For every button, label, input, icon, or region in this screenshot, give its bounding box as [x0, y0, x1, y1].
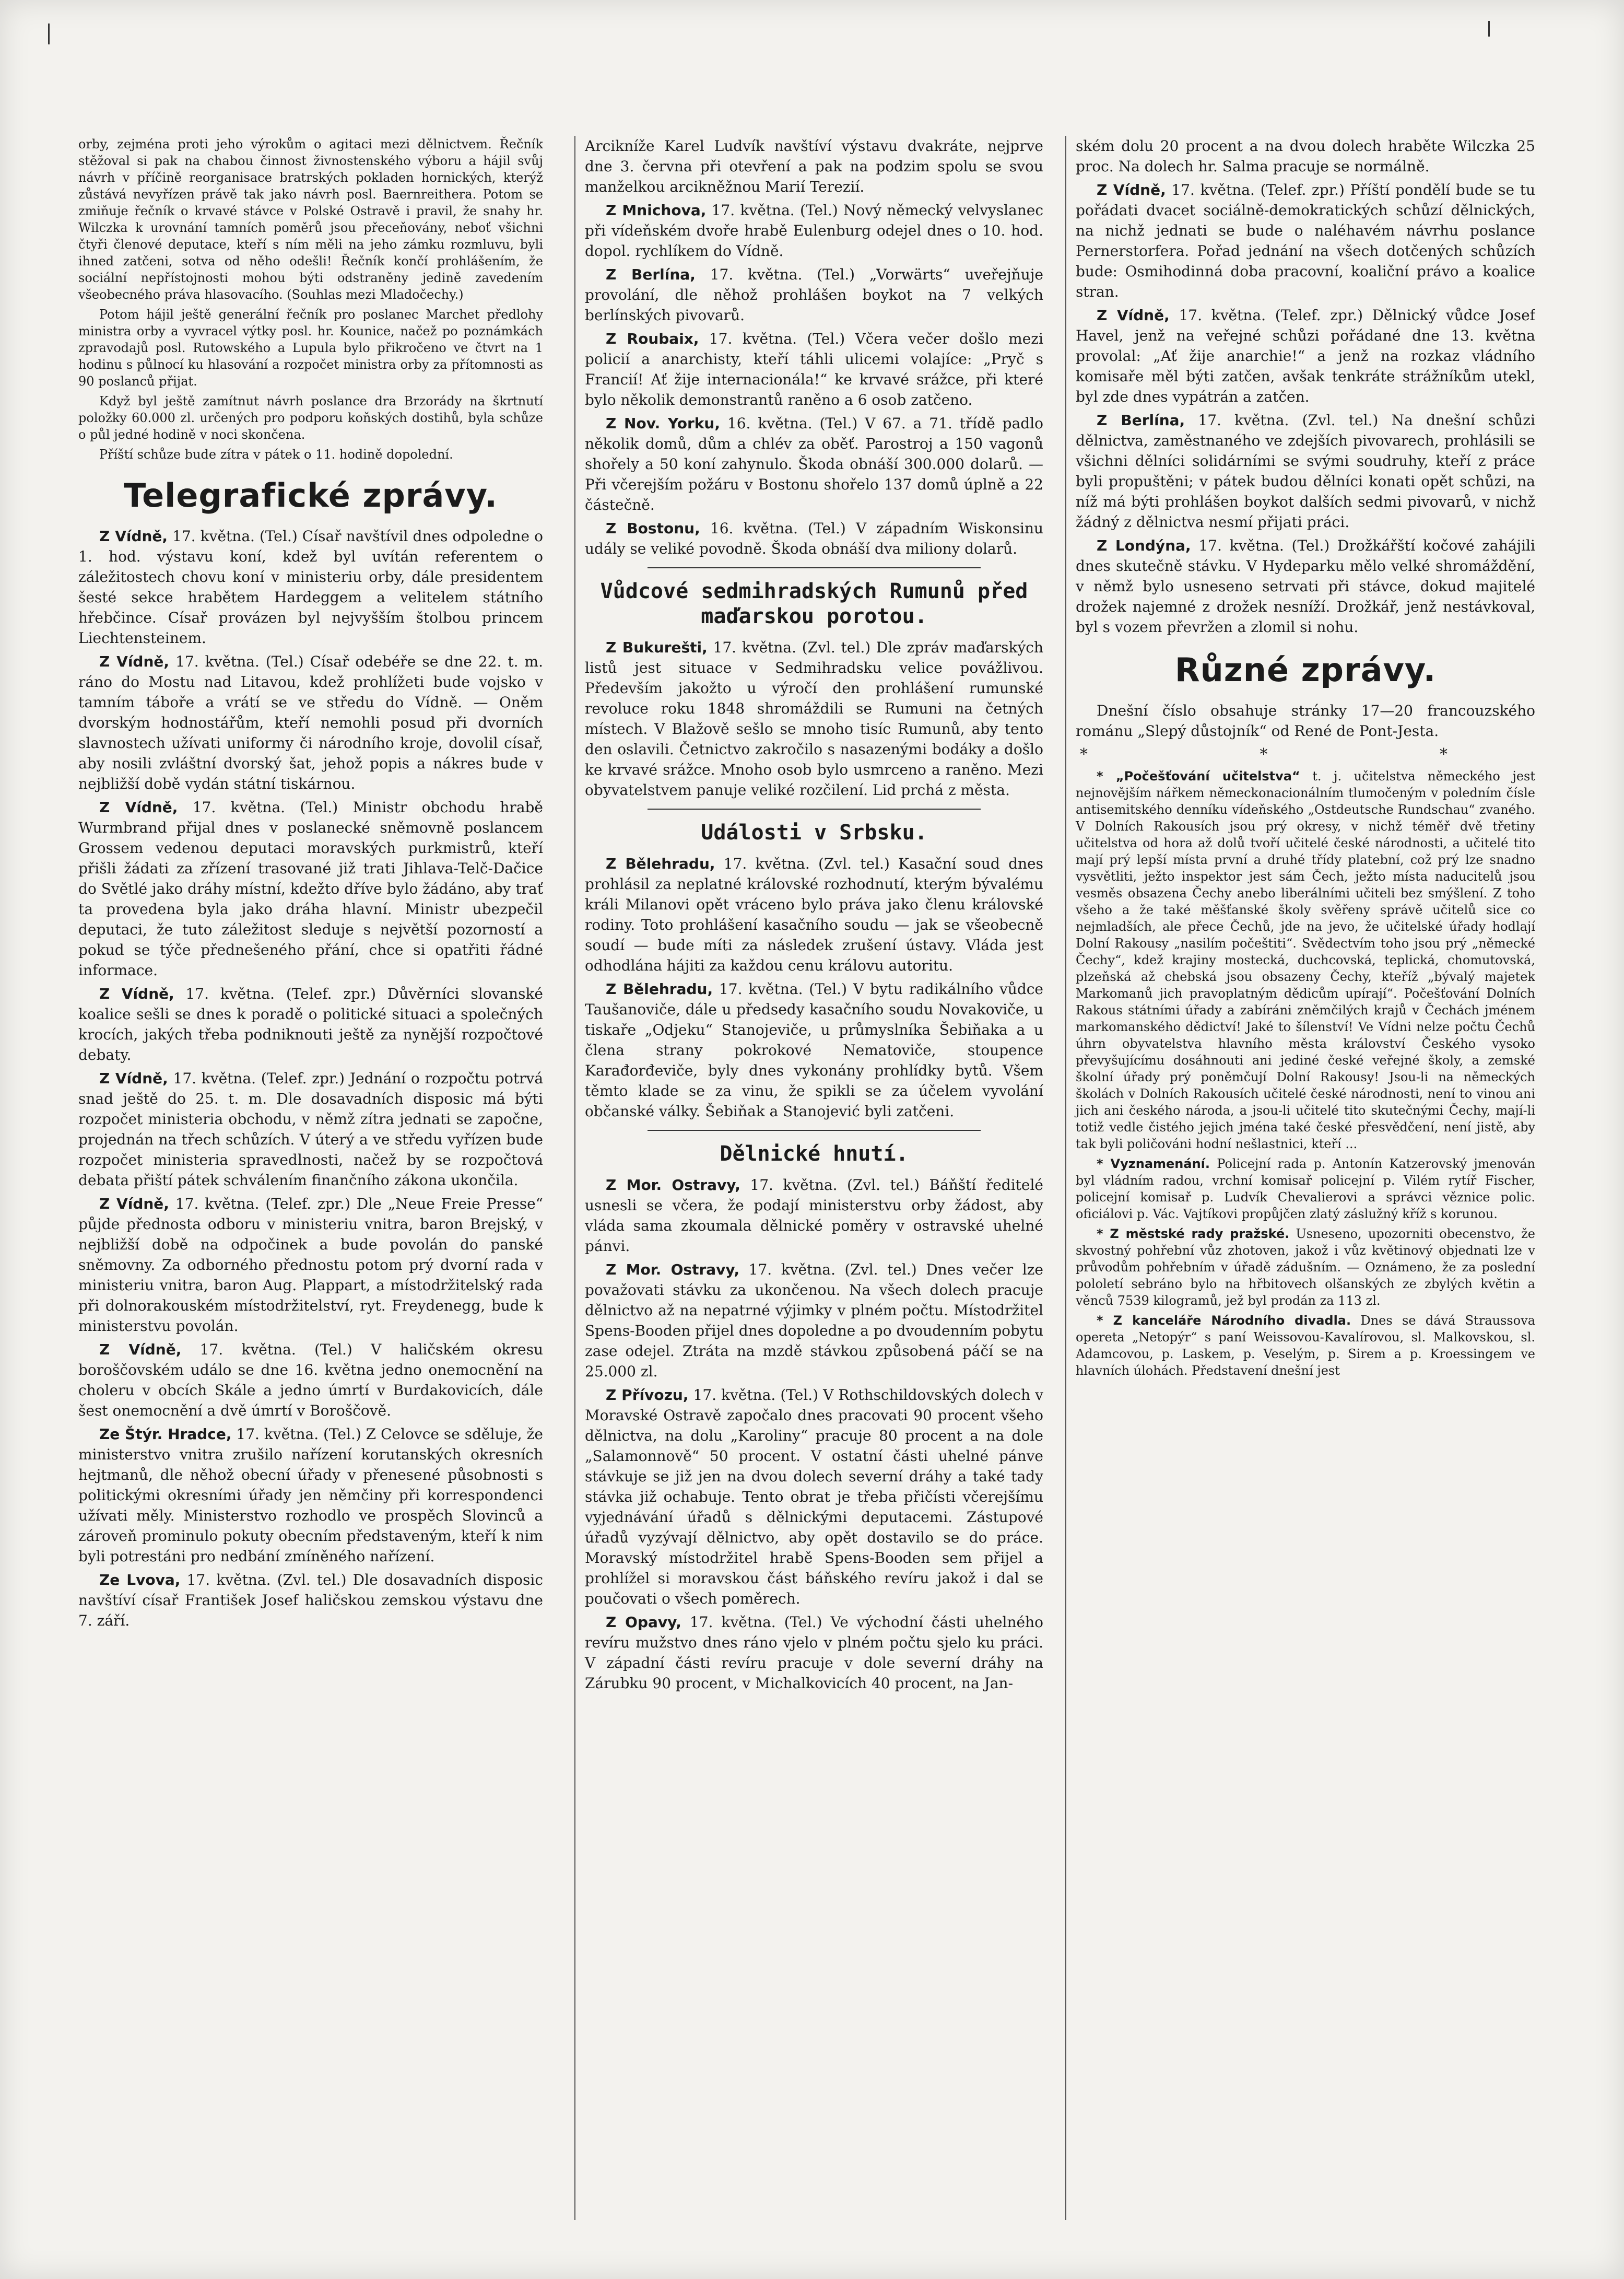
separator-stars: * * *	[1079, 745, 1532, 764]
dateline: Z Londýna,	[1097, 537, 1191, 554]
dateline: Z Berlína,	[1097, 412, 1185, 429]
dateline: Ze Štýr. Hradce,	[99, 1425, 232, 1443]
item-text: Policejní rada p. Antonín Katzerovský jmenován byl vládním radou, vrchní komisař policejní p. Vilém rytíř Fischer, policejní komisař p. Ludvík Chevalierovi a správci věznice polic. oficiálovi p. Vác. Vajtíkovi propůjčen zlatý záslužný kříž s korunou.	[1076, 1156, 1535, 1221]
dateline: * Z městské rady pražské.	[1097, 1226, 1290, 1241]
dateline: Z Mor. Ostravy,	[606, 1176, 740, 1194]
dateline: Z Bělehradu,	[606, 855, 715, 872]
paragraph: Příští schůze bude zítra v pátek o 11. hodině dopolední.	[99, 447, 453, 462]
news-item	[585, 413, 1043, 515]
news-item	[78, 651, 543, 794]
item-text: 17. května. (Zvl. tel.) Dle zpráv maďarských listů jest situace v Sedmihradsku velice povážlivou. Především jakožto u výročí den prohlášení rumunské revoluce roku 1848 shromáždili se Rumuni na četných místech. V Blažově sešlo se mnoho tisíc Rumunů, aby tento den oslavili. Četnictvo zakročilo s nasazenými bodáky a došlo ke krvavé srážce. Mnoho osob bylo usmrceno a raněno. Mezi obyvatelstvem panuje veliké rozčilení. Lid prchá z města.	[585, 639, 1043, 799]
dateline: Z Mnichova,	[606, 202, 707, 219]
item-text: 17. května. (Telef. zpr.) Dle „Neue Freie Presse“ půjde přednosta odboru v ministeriu vnitra, baron Brejský, v nejbližší době na odpočinek a bude povolán do panské sněmovny. Za odborného přednostu potom prý dvorní rada v ministeriu vnitra, baron Aug. Plappart, a místodržitelský rada při dolnorakouském místodržitelství, ryt. Freydenegg, bude k ministerstvu povolán.	[78, 1195, 543, 1335]
dateline: * Z kanceláře Národního divadla.	[1097, 1313, 1351, 1328]
item-text: 17. května. (Telef. zpr.) Příští pondělí bude se tu pořádati dvacet sociálně-demokratických schůzí dělnických, na nichž jednati se bude o naléhavém návrhu poslance Pernerstorfera. Pořad jednání na všech dotčených schůzích bude: Osmihodinná doba pracovní, koaliční právo a koalice stran.	[1076, 181, 1535, 300]
intro-paragraph: Dnešní číslo obsahuje stránky 17—20 francouzského románu „Slepý důstojník“ od René de Pont-Jesta.	[1076, 702, 1535, 740]
news-item	[585, 979, 1043, 1121]
item-text: 17. května. (Tel.) V bytu radikálního vůdce Taušanoviče, dále u předsedy kasačního soudu Novakoviče, u tiskaře „Odjeku“ Stanojeviče, u průmyslníka Šebiňaka a u člena strany pokrokové Nematoviče, stoupence Karađorđeviče, byly dnes vykonány prohlídky bytů. Všem těmto klade se za vinu, že spikli se za účelem vyvolání občanské války. Šebiňak a Stanojević byli zatčeni.	[585, 980, 1043, 1120]
news-item	[78, 1424, 543, 1567]
dateline: Z Vídně,	[1097, 181, 1166, 198]
news-item	[585, 136, 1043, 197]
dateline: Z Mor. Ostravy,	[606, 1261, 740, 1278]
news-item	[78, 797, 543, 980]
item-text: Dnes se dává Straussova opereta „Netopýr“ s paní Weissovou-Kavalírovou, sl. Malkovskou, sl. Adamcovou, p. Laskem, p. Veselým, p. Sirem a p. Kroessingem ve hlavních úlohách. Představení dnešní jest	[1076, 1313, 1535, 1378]
item-text: 17. května. (Tel.) Císař navštívil dnes odpoledne o 1. hod. výstavu koní, kdež byl uvítán referentem o záležitostech chovu koní v ministeriu orby, dále presidentem šesté sekce hrabětem Hardeggem a velitelem státního hřebčince. Císař provázen byl nejvyšším štolbou princem Liechtensteinem.	[78, 528, 543, 647]
divider	[648, 1130, 981, 1131]
item-text: 17. května. (Zvl. tel.) Na dnešní schůzi dělnictva, zaměstnaného ve zdejších pivovarech, prohlásili se všichni dělníci solidárními se svými soudruhy, kteří z práce byli propuštěni; v pátek budou dělníci konati opět schůzi, na níž má býti prohlášen boykot dalších sedmi pivovarů, v nichž žádný z dělnictva nesmí přijati práci.	[1076, 412, 1535, 531]
item-text: 17. května. (Tel.) V Rothschildovských dolech v Moravské Ostravě započalo dnes pracovati 90 procent všeho dělnictva, na dolu „Karoliny“ pracuje 80 procent a na dole „Salamonnově“ 50 procent. V ostatní části uhelné pánve stávkuje se již jen na dvou dolech severní dráhy a také tady stávka již ochabuje. Tento obrat je třeba přičísti včerejšímu vyjednávání úřadů s dělnickými deputacemi. Zástupové úřadů vyzývají dělnictvo, aby opět dostavilo se do práce. Moravský místodržitel hrabě Spens-Booden sem přijel a prohlížel si moravskou část báňského revíru jakož i dal se poučovati o všech poměrech.	[585, 1386, 1043, 1607]
telegram-list	[1076, 136, 1535, 637]
dateline: Ze Lvova,	[99, 1571, 181, 1588]
dateline: Z Vídně,	[99, 528, 168, 545]
item-text: 17. května. (Tel.) Nový německý velvyslanec při vídeňském dvoře hrabě Eulenburg odejel dnes o 10. hod. dopol. rychlíkem do Vídně.	[585, 202, 1043, 260]
dateline: Z Přívozu,	[606, 1386, 689, 1404]
news-item	[585, 329, 1043, 410]
divider	[648, 809, 981, 810]
item-text: 17. května. (Tel.) V haličském okresu boroščovském událo se dne 16. května jedno onemocnění na choleru v obcích Skále a jedno úmrtí v Burdakovicích, dále šest onemocnění a dvě úmrtí v Boroščově.	[78, 1341, 543, 1419]
telegram-list	[585, 136, 1043, 559]
news-item	[585, 1385, 1043, 1609]
item-text: 17. května. (Zvl. tel.) Kasační soud dnes prohlásil za neplatné královské rozhodnutí, kterým bývalému králi Milanovi opět vráceno bylo práva jako členu královské rodiny. Toto prohlášení kasačního soudu — jak se všeobecně soudí — bude míti za následek zrušení ústavy. Vláda jest odhodlána hájiti za každou cenu královu autoritu.	[585, 855, 1043, 974]
item-text: 16. května. (Tel.) V 67. a 71. třídě padlo několik domů, dům a chlév za oběť. Parostroj a 150 vagonů shořely a 50 koní zahynulo. Škoda obnáší 300.000 dolarů. — Při včerejším požáru v Bostonu shořelo 137 domů úplně a 22 částečně.	[585, 415, 1043, 513]
item-text: Arcikníže Karel Ludvík navštíví výstavu dvakráte, nejprve dne 3. června při otevření a pak na podzim spolu se svou manželkou arcikněžnou Marií Terezií.	[585, 137, 1043, 195]
column-1	[78, 136, 543, 2220]
dateline: Z Opavy,	[606, 1614, 681, 1631]
news-item	[585, 264, 1043, 325]
news-item	[585, 854, 1043, 976]
column-2	[574, 136, 1043, 2220]
column-3	[1065, 136, 1535, 2220]
news-item	[78, 984, 543, 1065]
news-item	[585, 518, 1043, 559]
dateline: Z Nov. Yorku,	[606, 415, 721, 432]
item-text: 17. května. (Zvl. tel.) Dle dosavadních disposic navštíví císař František Josef haličskou zemskou výstavu dne 7. září.	[78, 1571, 543, 1629]
news-item	[1076, 768, 1535, 1152]
news-item	[1076, 410, 1535, 532]
item-text: 17. května. (Tel.) „Vorwärts“ uveřejňuje provolání, dle něhož prohlášen boykot na 7 velkých berlínských pivovarů.	[585, 266, 1043, 324]
dateline: Z Vídně,	[99, 985, 174, 1002]
news-item	[1076, 535, 1535, 637]
headline-delnicke-hnuti: Dělnické hnutí.	[720, 1142, 909, 1166]
section-title-ruzne: Různé zprávy.	[1174, 651, 1437, 689]
item-text: ském dolu 20 procent a na dvou dolech hraběte Wilczka 25 proc. Na dolech hr. Salma pracuje se normálně.	[1076, 137, 1535, 175]
dateline: Z Vídně,	[99, 653, 170, 670]
headline-rumuni: Vůdcové sedmihradských Rumunů před maďarskou porotou.	[600, 579, 1028, 628]
news-item	[585, 1175, 1043, 1256]
dateline: Z Vídně,	[1097, 307, 1170, 324]
news-item	[1076, 1225, 1535, 1309]
item-text: 17. května. (Zvl. tel.) Báňští ředitelé usnesli se včera, že podají ministerstvu orby žádost, aby vláda sama zkoumala dělnické poměry v ostravské uhelné pánvi.	[585, 1176, 1043, 1255]
dateline: Z Berlína,	[606, 266, 696, 283]
article-body	[585, 854, 1043, 1121]
dateline: Z Bostonu,	[606, 520, 700, 537]
dateline: Z Roubaix,	[606, 330, 699, 347]
news-item	[585, 637, 1043, 800]
item-text: 17. května. (Tel.) Císař odebéře se dne 22. t. m. ráno do Mostu nad Litavou, kdež prohlížeti bude vojsko v tamním táboře a vrátí se ve středu do Vídně. — Oněm dvorským hodnostářům, kteří nemohli posud při dvorních slavnostech užívati uniformy či národního kroje, dovolil císař, aby nosili zvláštní dvorský šat, jehož popis a nákres bude v nejbližší době vydán státní tiskárnou.	[78, 653, 543, 792]
news-item	[78, 1068, 543, 1190]
news-item	[78, 1570, 543, 1631]
section-title-telegrams: Telegrafické zprávy.	[124, 476, 498, 515]
news-item	[585, 1259, 1043, 1382]
dateline: Z Vídně,	[99, 1341, 182, 1358]
item-text: t. j. učitelstva německého jest nejnovějším nářkem německonacionálním tlumočeným v poledním čísle antisemitského denníku vídeňského „Ostdeutsche Rundschau“ zvaného. V Dolních Rakousích jsou prý okresy, v nichž téměř dvě třetiny učitelstva od hora až dolů tvoří učitelé české národnosti, a učitelé tito mají prý lepší místa první a druhé třídy platební, což prý lze snadno vysvětliti, ježto inspektor jest sám Čech, ježto místa naducitelů jsou vesměs obsazena Čechy anebo liberálními učiteli bez smýšlení. Z toho všeho a že také měšťanské školy svěřeny správě učitelů sice co nejmladších, ale přece Čechů, jde na jevo, že učitelské úřady hodlají Dolní Rakousy „nasilím počeštiti“. Svědectvím toho jsou prý „německé Čechy“, kdež krajiny mostecká, duchcovská, teplická, chomutovská, plzeňská až chebská jsou obsazeny Čechy, kteříž „bývalý majetek Markomanů jich pravoplatným dědicům upírají“. Počešťování Dolních Rakous státními úřady a zabíráni zněmčilých krajů v Čechách jménem markomanského dědictví! Jaké to šílenství! Ve Vídni nelze počtu Čechů úhrn obyvatelstva hlavního města království Českého vysoko převyšujícímu dosáhnouti ani jediné české veřejné školy, a zemské školní úřady prý poněmčují Dolní Rakousy! Jsou-li na německých školách v Dolních Rakousích učitelé české národnosti, není to vinou ani jich ani českého národa, a jsou-li učitelé tito skutečnými Čechy, mají-li totiž vedle čistého jejich jména také české přesvědčení, není jistě, aby tak byli poličováni hodní nešlastnici, kteří ...	[1076, 769, 1535, 1151]
dateline: Z Bukurešti,	[606, 639, 708, 656]
dateline: Z Vídně,	[99, 1070, 168, 1087]
article-body	[585, 637, 1043, 800]
article-body	[1076, 768, 1535, 1379]
item-text: 17. května. (Tel.) Drožkářští kočové zahájili dnes skutečně stávku. V Hydeparku mělo velké shromáždění, v němž bylo usneseno setrvati při stávce, dokud majitelé drožek najemné z drožek nesníží. Drožkář, jenž nestávkoval, byl s vozem převržen a zlomil si nohu.	[1076, 537, 1535, 636]
dateline: Z Bělehradu,	[606, 980, 713, 998]
item-text: 16. května. (Tel.) V západním Wiskonsinu udály se veliké povodně. Škoda obnáší dva miliony dolarů.	[585, 520, 1043, 557]
item-text: 17. května. (Tel.) Z Celovce se sděluje, že ministerstvo vnitra zrušilo nařízení korutanských okresních hejtmanů, dle něhož obecní úřady v přenesené působnosti s politickými okresními úřady jen němčiny při korrespondenci užívati měly. Ministerstvo rozhodlo ve prospěch Slovinců a zároveň prominulo pokuty obecním představeným, kteří k nim byli potrestáni pro nedbání zmíněného nařízení.	[78, 1425, 543, 1565]
headline-srbsko: Události v Srbsku.	[701, 821, 927, 845]
news-item	[585, 1612, 1043, 1693]
divider	[648, 567, 981, 568]
telegram-list	[78, 526, 543, 1631]
item-text: 17. května. (Telef. zpr.) Důvěrníci slovanské koalice sešli se dnes k poradě o politické situaci a společných krocích, jakých třeba podniknouti ještě za nynější rozpočtové debaty.	[78, 985, 543, 1063]
item-text: 17. května. (Tel.) Včera večer došlo mezi policií a anarchisty, kteří táhli ulicemi volajíce: „Pryč s Francií! Ať žije internacionála!“ ke krvavé srážce, při které bylo několik demonstrantů raněno a 6 osob zatčeno.	[585, 330, 1043, 408]
print-mark	[48, 24, 50, 44]
news-item	[78, 526, 543, 648]
dateline: * „Počešťování učitelstva“	[1097, 769, 1300, 784]
news-item	[1076, 136, 1535, 177]
item-text: 17. května. (Telef. zpr.) Jednání o rozpočtu potrvá snad ještě do 25. t. m. Dle dosavadních disposic má býti rozpočet ministeria obchodu, v němž zítra jednati se započne, projednán na třech schůzích. V úterý a ve středu vyřízen bude rozpočet ministeria spravedlnosti, načež by se rozpočtová debata přiští pátek schválením finančního zákona ukončila.	[78, 1070, 543, 1189]
item-text: Usneseno, upozorniti obecenstvo, že skvostný pohřební vůz zhotoven, jakož i vůz květinový objednati lze v průvodům pohřebním v úřadě zádušním. — Oznámeno, že za poslední pololetí sebráno bylo na hřbitovech olšanských ze zbylých květin a věnců 7539 kilogramů, jež byl prodán za 113 zl.	[1076, 1226, 1535, 1308]
item-text: 17. května. (Zvl. tel.) Dnes večer lze považovati stávku za ukončenou. Na všech dolech pracuje dělnictvo až na nepatrné výjimky v plném počtu. Místodržitel Spens-Booden přijel dnes dopoledne a po dvoudenním pobytu zase odejel. Ztráta na mzdě stávkou způsobená páčí se na 25.000 zl.	[585, 1261, 1043, 1380]
news-item	[78, 1194, 543, 1336]
dateline: Z Vídně,	[99, 1195, 169, 1212]
news-item	[585, 200, 1043, 261]
paragraph: Když byl ještě zamítnut návrh poslance dra Brzorády na škrtnutí položky 60.000 zl. určených pro podporu koňských dostihů, byla schůze o půl jedné hodině v noci skončena.	[78, 394, 543, 442]
article-body	[585, 1175, 1043, 1693]
news-item	[1076, 305, 1535, 407]
paragraph: Potom hájil ještě generální řečník pro poslanec Marchet předlohy ministra orby a vyvracel výtky posl. hr. Kounice, načež po poznámkách zpravodajů posl. Rutowského a Lupula bylo přikročeno ve čtvrt na 1 hodinu s půlnocí ku hlasování a rozpočet ministra orby za přítomnosti as 90 poslanců přijat.	[78, 307, 543, 389]
dateline: Z Vídně,	[99, 799, 178, 816]
item-text: 17. května. (Telef. zpr.) Dělnický vůdce Josef Havel, jenž na veřejné schůzi pořádané dne 13. května provolal: „Ať žije anarchie!“ a jenž na rozkaz vládního komisaře měl býti zatčen, avšak tenkráte strážníkům utekl, byl zde dnes vypátrán a zatčen.	[1076, 307, 1535, 405]
item-text: 17. května. (Tel.) Ve východní části uhelného revíru mužstvo dnes ráno vjelo v plném počtu sjelo ku práci. V západní části revíru pracuje v dole severní dráhy na Zárubku 90 procent, v Michalkovicích 40 procent, na Jan-	[585, 1614, 1043, 1692]
news-item	[1076, 180, 1535, 302]
news-item	[1076, 1312, 1535, 1379]
dateline: * Vyznamenání.	[1097, 1156, 1210, 1171]
continued-article	[78, 136, 543, 463]
news-item	[1076, 1155, 1535, 1222]
print-mark	[1488, 21, 1490, 37]
item-text: 17. května. (Tel.) Ministr obchodu hrabě Wurmbrand přijal dnes v poslanecké sněmovně poslancem Grossem vedenou deputaci moravských purkmistrů, kteří přišli žádati za zřízení trasované již trati Jihlava-Telč-Dačice do Světlé jako dráhy místní, kdežto dříve bylo žádáno, aby trať ta provedena byla jako dráha hlavní. Ministr ubezpečil deputaci, že tuto záležitost sleduje s největší pozorností a pokud se týče přednešeného přání, chce si opatřiti řádné informace.	[78, 799, 543, 979]
news-item	[78, 1339, 543, 1421]
paragraph: orby, zejména proti jeho výrokům o agitaci mezi dělnictvem. Řečník stěžoval si pak na chabou činnost živnostenského výboru a hájil svůj návrh v příčině reorganisace bratrských pokladen hornických, kterýž zůstává nevyřízen právě tak jako návrh posl. Baernreithera. Potom se zmiňuje řečník o krvavé stávce v Polské Ostravě i pravil, že snahy hr. Wilczka k urovnání tamních poměrů jsou přeceňovány, neboť všichni čtyři členové deputace, kteří s ním měli na jeho zámku rozmluvu, byli ihned zatčeni, sotva od něho odešli! Řečník končí prohlášením, že sociální nepřístojnosti mohou býti odstraněny jedině zavedením všeobecného práva hlasovacího. (Souhlas mezi Mladočechy.)	[78, 137, 543, 302]
